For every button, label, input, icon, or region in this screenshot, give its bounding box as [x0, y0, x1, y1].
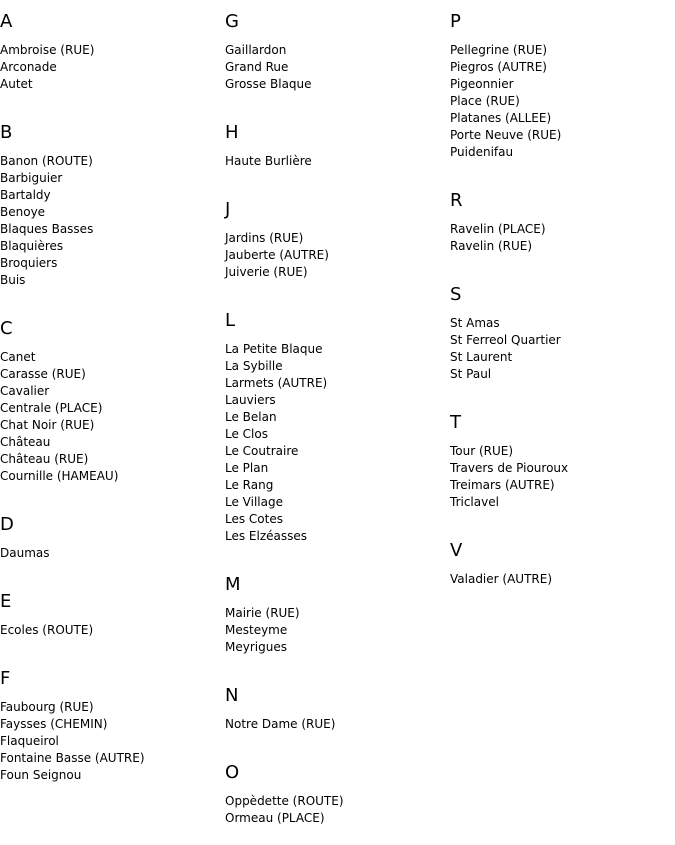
street-name: Carasse (RUE): [0, 367, 86, 381]
street-name: Buis: [0, 273, 26, 287]
letter-heading: C: [0, 318, 13, 339]
letter-heading: G: [225, 11, 239, 32]
street-name: Les Elzéasses: [225, 529, 308, 543]
group-spacer: [0, 93, 225, 111]
street-name: Ambroise (RUE): [0, 43, 95, 57]
street-name: Ecoles (ROUTE): [0, 623, 94, 637]
letter-group: [225, 563, 450, 674]
letter-group: [225, 111, 450, 188]
street-name: Gaillardon: [225, 43, 287, 57]
street-name: Canet: [0, 350, 36, 364]
group-spacer: [450, 161, 675, 179]
street-name: Le Rang: [225, 478, 274, 492]
street-name: Porte Neuve (RUE): [450, 128, 562, 142]
letter-heading: R: [450, 190, 463, 211]
street-name: Grand Rue: [225, 60, 289, 74]
street-name: Jardins (RUE): [225, 231, 304, 245]
letter-heading: A: [0, 11, 13, 32]
street-name: Château: [0, 435, 51, 449]
letter-heading: L: [225, 310, 236, 331]
letter-heading: F: [0, 668, 11, 689]
letter-group: [0, 307, 225, 503]
street-name: Le Village: [225, 495, 283, 509]
letter-heading: J: [225, 199, 231, 220]
street-name: St Paul: [450, 367, 492, 381]
letter-heading: S: [450, 284, 462, 305]
group-spacer: [225, 93, 450, 111]
street-name: La Sybille: [225, 359, 283, 373]
letter-group: [225, 674, 450, 751]
group-spacer: [225, 827, 450, 845]
street-name: Puidenifau: [450, 145, 514, 159]
letter-group: [450, 179, 675, 273]
group-spacer: [0, 485, 225, 503]
street-name: Meyrigues: [225, 640, 287, 654]
street-name: Juiverie (RUE): [225, 265, 308, 279]
street-name: Treimars (AUTRE): [450, 478, 555, 492]
letter-heading: M: [225, 574, 241, 595]
group-spacer: [0, 289, 225, 307]
letter-heading: P: [450, 11, 461, 32]
street-name: Broquiers: [0, 256, 58, 270]
letter-heading: B: [0, 122, 13, 143]
letter-group: [225, 751, 450, 845]
street-name: Ravelin (RUE): [450, 239, 533, 253]
street-name: Tour (RUE): [450, 444, 514, 458]
letter-heading: D: [0, 514, 14, 535]
street-name: St Laurent: [450, 350, 513, 364]
letter-group: [0, 0, 225, 111]
street-name: St Ferreol Quartier: [450, 333, 561, 347]
letter-heading: O: [225, 762, 240, 783]
group-spacer: [0, 784, 225, 802]
group-spacer: [225, 170, 450, 188]
street-name: Pellegrine (RUE): [450, 43, 547, 57]
group-spacer: [225, 656, 450, 674]
street-column: [225, 0, 450, 845]
street-name: Château (RUE): [0, 452, 89, 466]
group-spacer: [225, 545, 450, 563]
group-spacer: [0, 639, 225, 657]
street-name: Daumas: [0, 546, 50, 560]
street-name: Mesteyme: [225, 623, 288, 637]
street-name: La Petite Blaque: [225, 342, 323, 356]
street-name: Ravelin (PLACE): [450, 222, 546, 236]
street-name: Le Coutraire: [225, 444, 299, 458]
group-spacer: [450, 511, 675, 529]
street-name: Lauviers: [225, 393, 276, 407]
group-spacer: [0, 562, 225, 580]
street-name: St Amas: [450, 316, 500, 330]
street-name: Notre Dame (RUE): [225, 717, 336, 731]
street-name: Larmets (AUTRE): [225, 376, 328, 390]
group-spacer: [450, 588, 675, 606]
group-spacer: [450, 383, 675, 401]
street-name: Faubourg (RUE): [0, 700, 94, 714]
street-name: Banon (ROUTE): [0, 154, 93, 168]
street-name: Oppèdette (ROUTE): [225, 794, 344, 808]
letter-group: [225, 0, 450, 111]
street-name: Les Cotes: [225, 512, 283, 526]
street-column: [450, 0, 675, 606]
street-name: Flaqueirol: [0, 734, 59, 748]
street-name: Chat Noir (RUE): [0, 418, 95, 432]
letter-heading: T: [450, 412, 461, 433]
street-name: Le Plan: [225, 461, 269, 475]
letter-group: [450, 0, 675, 179]
letter-group: [450, 401, 675, 529]
letter-group: [450, 529, 675, 606]
street-name: Jauberte (AUTRE): [225, 248, 329, 262]
street-name: Ormeau (PLACE): [225, 811, 325, 825]
street-name: Le Belan: [225, 410, 277, 424]
street-name: Arconade: [0, 60, 57, 74]
letter-group: [0, 657, 225, 802]
street-name: Barbiguier: [0, 171, 63, 185]
letter-heading: V: [450, 540, 463, 561]
street-name: Blaques Basses: [0, 222, 94, 236]
street-name: Grosse Blaque: [225, 77, 312, 91]
letter-group: [0, 580, 225, 657]
letter-heading: N: [225, 685, 239, 706]
street-name: Place (RUE): [450, 94, 520, 108]
street-name: Piegros (AUTRE): [450, 60, 547, 74]
street-name: Cavalier: [0, 384, 50, 398]
street-name: Valadier (AUTRE): [450, 572, 553, 586]
letter-group: [225, 188, 450, 299]
street-name: Le Clos: [225, 427, 268, 441]
street-name: Triclavel: [450, 495, 499, 509]
street-name: Bartaldy: [0, 188, 51, 202]
street-name: Faysses (CHEMIN): [0, 717, 108, 731]
letter-heading: H: [225, 122, 239, 143]
letter-group: [0, 111, 225, 307]
street-name: Fontaine Basse (AUTRE): [0, 751, 145, 765]
letter-group: [0, 503, 225, 580]
street-name: Platanes (ALLEE): [450, 111, 552, 125]
group-spacer: [450, 255, 675, 273]
street-column: [0, 0, 225, 802]
street-name: Haute Burlière: [225, 154, 312, 168]
street-name: Foun Seignou: [0, 768, 82, 782]
group-spacer: [225, 733, 450, 751]
street-name: Autet: [0, 77, 33, 91]
letter-heading: E: [0, 591, 12, 612]
letter-group: [225, 299, 450, 563]
group-spacer: [225, 281, 450, 299]
street-name: Centrale (PLACE): [0, 401, 103, 415]
street-name: Pigeonnier: [450, 77, 514, 91]
letter-group: [450, 273, 675, 401]
street-name: Benoye: [0, 205, 46, 219]
street-name: Blaquières: [0, 239, 64, 253]
street-name: Mairie (RUE): [225, 606, 300, 620]
street-name: Cournille (HAMEAU): [0, 469, 119, 483]
street-name: Travers de Piouroux: [450, 461, 569, 475]
